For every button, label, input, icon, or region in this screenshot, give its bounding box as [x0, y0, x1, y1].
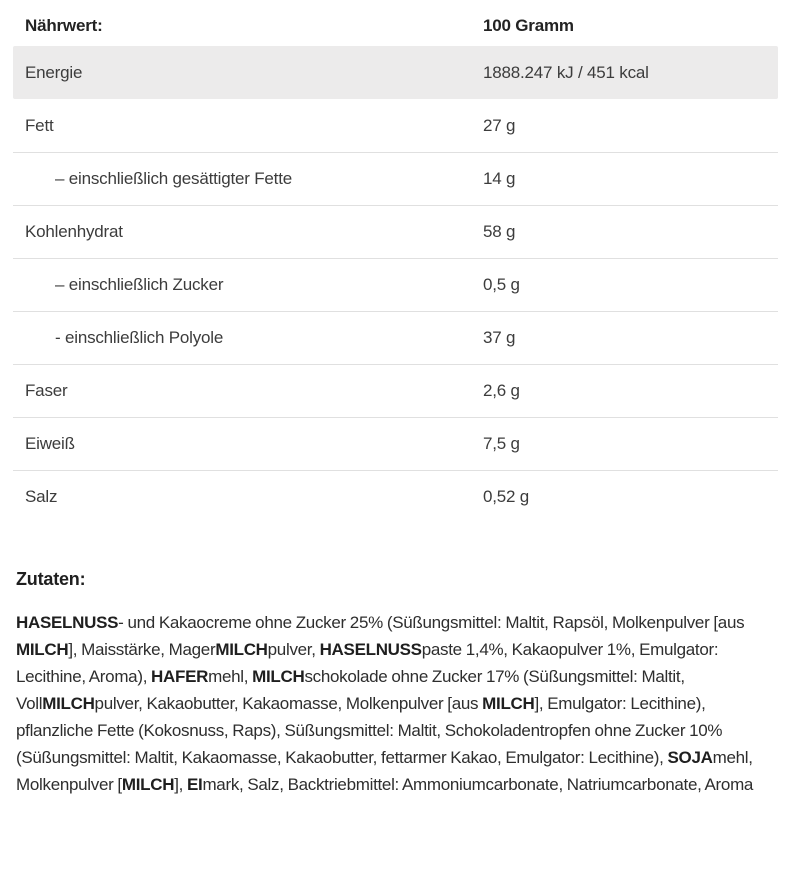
nutrition-row: [13, 205, 778, 258]
allergen-highlight: MILCH: [252, 667, 305, 686]
ingredient-segment: pulver, Kakaobutter, Kakaomasse, Molkenpulver [aus: [94, 694, 483, 713]
allergen-highlight: MILCH: [16, 640, 69, 659]
ingredients-text: [16, 609, 766, 798]
nutrition-row: [13, 417, 778, 470]
allergen-highlight: MILCH: [121, 775, 175, 794]
ingredient-segment: paste 1,4%, Kakaopulver 1%, Emulgator: Lecithine, Aroma),: [16, 640, 719, 686]
allergen-highlight: HASELNUSS: [319, 640, 422, 659]
nutrition-header-label: Nährwert:: [25, 16, 103, 35]
ingredients-heading: Zutaten:: [16, 569, 86, 589]
nutrient-value: 14 g: [483, 169, 516, 188]
nutrient-value: 1888.247 kJ / 451 kcal: [483, 62, 649, 82]
nutrient-value: 0,5 g: [483, 275, 520, 294]
nutrition-row: [13, 46, 778, 99]
nutrient-label: Energie: [25, 62, 83, 82]
allergen-highlight: EI: [186, 775, 203, 794]
ingredient-segment: - und Kakaocreme ohne Zucker 25% (Süßungsmittel: Maltit, Rapsöl, Molkenpulver [aus: [118, 613, 745, 632]
nutrient-value: 58 g: [483, 222, 516, 241]
nutrient-value: 37 g: [483, 328, 516, 347]
allergen-highlight: MILCH: [215, 640, 268, 659]
nutrition-row: [13, 99, 778, 152]
nutrition-row: [13, 311, 778, 364]
ingredient-segment: ], Maisstärke, Mager: [68, 640, 216, 659]
allergen-highlight: HAFER: [151, 667, 209, 686]
nutrition-row: [13, 258, 778, 311]
ingredient-segment: ],: [174, 775, 187, 794]
allergen-highlight: MILCH: [482, 694, 535, 713]
nutrition-table-header: [13, 6, 778, 46]
nutrient-label: Kohlenhydrat: [25, 222, 123, 241]
nutrient-label: Eiweiß: [25, 434, 75, 453]
ingredient-segment: mark, Salz, Backtriebmittel: Ammoniumcarbonate, Natriumcarbonate, Aroma: [202, 775, 754, 794]
nutrient-label: – einschließlich gesättigter Fette: [55, 169, 292, 188]
nutrition-row: [13, 470, 778, 523]
nutrient-label: Salz: [25, 487, 58, 506]
nutrition-rows-container: [13, 46, 778, 523]
ingredient-segment: mehl,: [208, 667, 253, 686]
nutrient-value: 27 g: [483, 115, 516, 135]
nutrient-value: 2,6 g: [483, 381, 520, 400]
nutrient-value: 7,5 g: [483, 434, 520, 453]
ingredient-segment: pulver,: [267, 640, 320, 659]
nutrient-label: Fett: [25, 115, 54, 135]
nutrient-label: Faser: [25, 381, 68, 400]
nutrition-header-value: 100 Gramm: [483, 16, 574, 35]
allergen-highlight: HASELNUSS: [16, 613, 119, 632]
nutrition-row: [13, 364, 778, 417]
ingredient-segment: mehl, Molkenpulver [: [16, 748, 753, 794]
ingredient-segment: schokolade ohne Zucker 17% (Süßungsmittel: Maltit, Voll: [16, 667, 685, 713]
nutrient-label: - einschließlich Polyole: [55, 328, 224, 347]
allergen-highlight: SOJA: [667, 748, 713, 767]
nutrition-row: [13, 152, 778, 205]
nutrition-table: [13, 6, 778, 523]
nutrient-label: – einschließlich Zucker: [55, 275, 224, 294]
ingredients-section: [16, 569, 766, 798]
ingredient-segment: ], Emulgator: Lecithine), pflanzliche Fette (Kokosnuss, Raps), Süßungsmittel: Maltit, Schokoladentropfen ohne Zucker 10% (Süßungsmittel: Maltit, Kakaomasse, Kakaobutter, fettarmer Kakao, Emulgator: Lecithine),: [16, 694, 723, 767]
nutrient-value: 0,52 g: [483, 487, 530, 506]
allergen-highlight: MILCH: [42, 694, 95, 713]
